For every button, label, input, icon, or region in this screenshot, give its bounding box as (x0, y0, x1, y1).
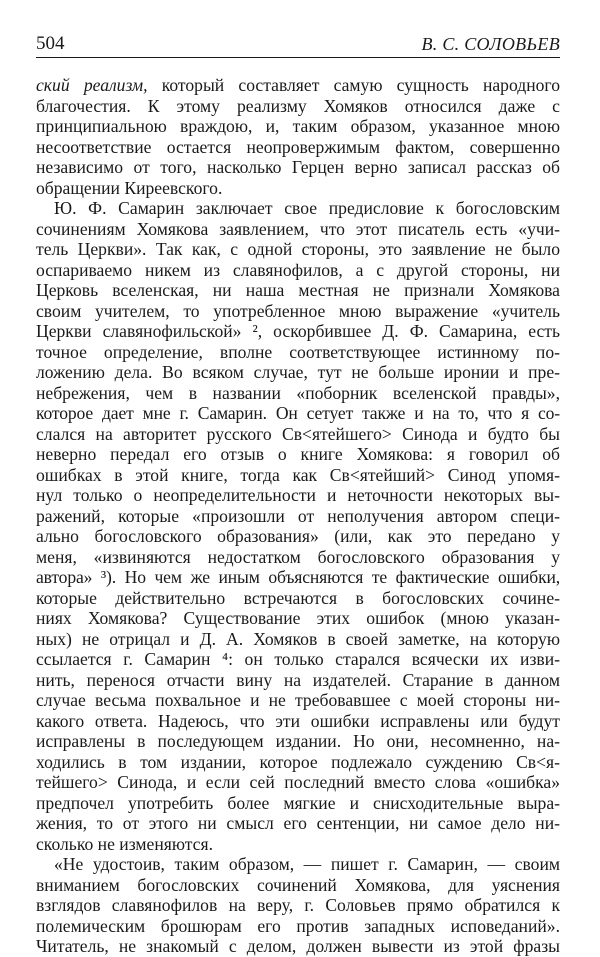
text-line: Церковь вселенская, ни наша местная не признали Хомякова (36, 280, 560, 300)
text-line: ходились в том издании, которое подлежало суждению Св<я- (36, 751, 560, 772)
text-line: обращении Киреевского. (36, 177, 223, 198)
text-line: взглядов славянофилов на веру, г. Соловьев прямо обратился к (36, 895, 560, 915)
running-head: В. С. СОЛОВЬЕВ (421, 34, 560, 54)
text-line: «Не удостоив, таким образом, — пишет г. Самарин, — своим (54, 854, 560, 874)
text-line: Читатель, не знакомый с делом, должен вывести из этой фразы (36, 936, 560, 956)
body-text (36, 75, 560, 957)
text-line: нить, перенося отчасти вину на издателей. Старание в данном (36, 669, 560, 690)
text-line: своим учителем, то употребленное мною выражение «учитель (36, 300, 560, 321)
text-line (36, 75, 560, 96)
text-line: ально богословского образования» (или, как это передано у (36, 526, 560, 546)
text-line: несоответствие остается неопровержимым фактом, совершенно (36, 136, 560, 157)
text-line: меня, «извиняются недостатком богословского образования у (36, 546, 560, 567)
text-line: благочестия. К этому реализму Хомяков относился даже с (36, 95, 560, 116)
text-line: вниманием богословских сочинений Хомякова, для уяснения (36, 874, 560, 895)
text-line: независимо от того, насколько Герцен верно записал рассказ об (36, 157, 560, 177)
text-line: ниях Хомякова? Существование этих ошибок (мною указан- (36, 608, 560, 628)
text-line: тейшего> Синода, и если сей последний вместо слова «ошибка» (36, 772, 560, 792)
text-line: Церкви славянофильской» ², оскорбившее Д. Ф. Самарина, есть (36, 321, 560, 341)
header-rule (36, 57, 560, 58)
text-line: жения, то от этого ни смысл его сентенции, ни самое дело ни- (36, 813, 560, 833)
paragraph-1 (36, 75, 560, 198)
text-line: слался на авторитет русского Св<ятейшего> Синода и будто бы (36, 423, 560, 444)
page-number: 504 (36, 33, 65, 54)
text-line: ложению дела. Во всяком случае, тут не больше иронии и пре- (36, 362, 560, 382)
text-line: которое дает мне г. Самарин. Он сетует также и на то, что я со- (36, 403, 560, 423)
text-line: которые действительно встречаются в богословских сочине- (36, 587, 560, 608)
text-line: принципиальною враждою, и, таким образом, указанное мною (36, 116, 560, 136)
text-line: ошибках в этой книге, тогда как Св<ятейший> Синод упомя- (36, 464, 560, 485)
paragraph-3 (36, 854, 560, 957)
page-header (36, 32, 560, 58)
text-line: оспариваемо никем из славянофилов, а с другой стороны, ни (36, 259, 560, 280)
text-line: точное определение, вполне соответствующее истинному по- (36, 341, 560, 362)
text-line: ных) не отрицал и Д. А. Хомяков в своей заметке, на которую (36, 628, 560, 649)
text-line: ражений, которые «произошли от неполучения автором специ- (36, 505, 560, 526)
text-line: ссылается г. Самарин ⁴: он только старался всячески их изви- (36, 649, 560, 669)
text-line: какого ответа. Надеюсь, что эти ошибки исправлены или будут (36, 710, 560, 731)
text-line: неверно передал его отзыв о книге Хомякова: я говорил об (36, 444, 560, 464)
text-line: сочинениям Хомякова заявлением, что этот писатель есть «учи- (36, 218, 560, 239)
text-line: автора» ³). Но чем же иным объясняются те фактические ошибки, (36, 567, 560, 587)
text-line: нул только о неопределительности и неточности некоторых вы- (36, 485, 560, 505)
text-line: сколько не изменяются. (36, 833, 213, 854)
text-line: тель Церкви». Так как, с одной стороны, это заявление не было (36, 239, 560, 259)
paragraph-2 (36, 198, 560, 854)
text-span: который составляет самую сущность народного (147, 75, 560, 95)
text-line: небрежения, чем в названии «поборник вселенской правды», (36, 382, 560, 403)
text-line: Ю. Ф. Самарин заключает свое предисловие к богословским (54, 198, 560, 218)
text-line: полемическим брошюрам его против западных исповеданий». (36, 915, 560, 936)
text-line: исправлены в последующем издании. Но они, несомненно, на- (36, 731, 560, 751)
text-line: предпочел употребить более мягкие и снисходительные выра- (36, 792, 560, 813)
italic-term: ский реализм, (36, 75, 148, 95)
text-line: случае весьма похвальное и не требовавшее с моей стороны ни- (36, 690, 560, 710)
